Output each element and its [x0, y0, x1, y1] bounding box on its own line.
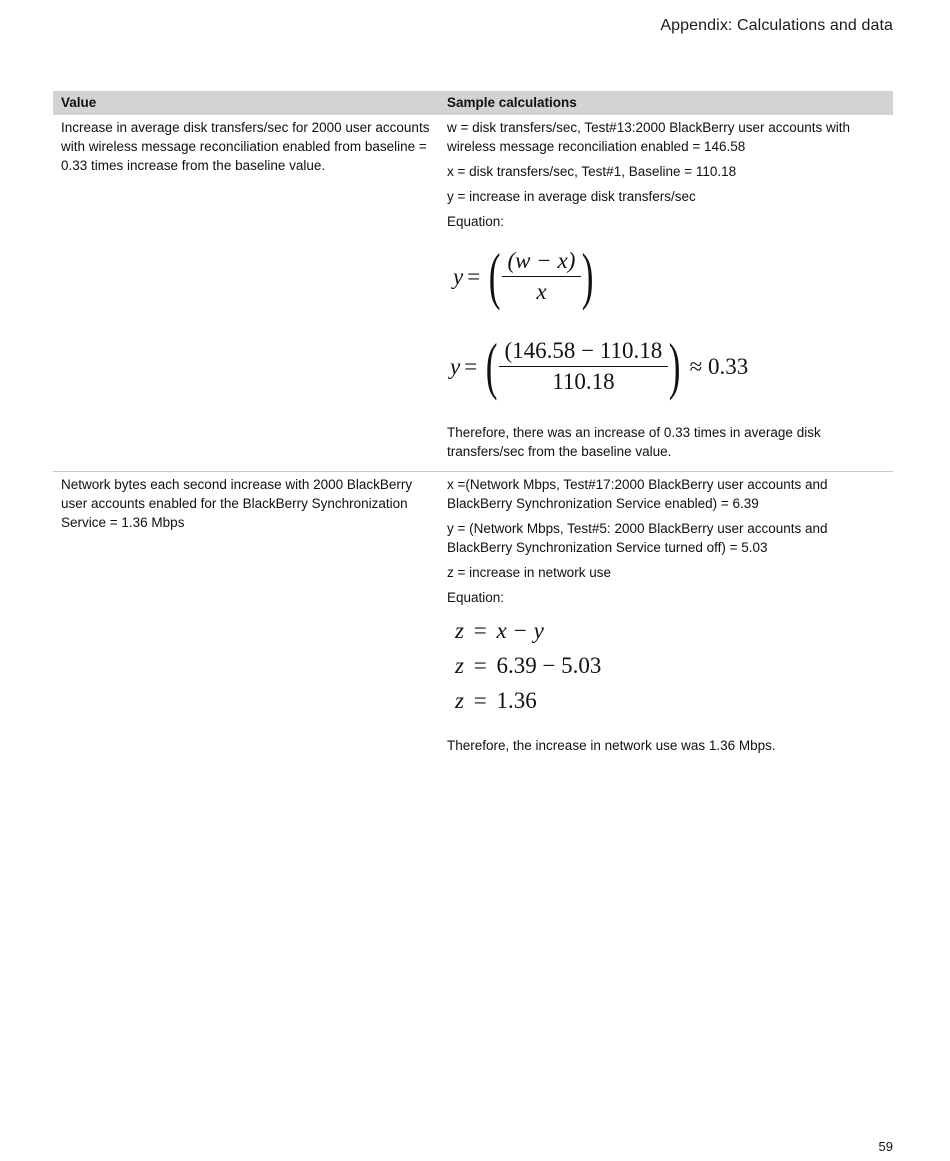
value-cell: [53, 472, 439, 766]
equation-lhs: z: [455, 653, 464, 678]
conclusion-text: Therefore, the increase in network use was 1.36 Mbps.: [447, 738, 776, 753]
calculation-cell: [439, 472, 893, 766]
equation-line: [455, 648, 885, 683]
equation-lhs: y: [450, 353, 461, 379]
calc-line: z = increase in network use: [447, 565, 611, 580]
column-header-sample-calculations: Sample calculations: [439, 91, 893, 115]
equation-label: Equation:: [447, 214, 505, 229]
column-header-value: Value: [53, 91, 439, 115]
calc-line: w = disk transfers/sec, Test#13:2000 BlackBerry user accounts with wireless message reconciliation enabled = 146.58: [447, 120, 851, 154]
equation-lhs: z: [455, 688, 464, 713]
equation-formula: [453, 240, 885, 311]
calc-line: y = (Network Mbps, Test#5: 2000 BlackBerry user accounts and BlackBerry Synchronization Service turned off) = 5.03: [447, 521, 828, 555]
calc-line: x =(Network Mbps, Test#17:2000 BlackBerry user accounts and BlackBerry Synchronization Service enabled) = 6.39: [447, 477, 828, 511]
denominator: x: [536, 278, 547, 304]
value-text: Increase in average disk transfers/sec for 2000 user accounts with wireless message reconciliation enabled from baseline = 0.33 times increase from the baseline value.: [61, 120, 430, 173]
equals-sign: =: [464, 353, 478, 379]
table-row: [53, 115, 893, 472]
equation-substituted: [450, 330, 885, 401]
equals-sign: =: [473, 618, 487, 643]
equation-line: [455, 613, 885, 648]
equation-rhs: x − y: [496, 618, 544, 643]
equation-line: [455, 683, 885, 718]
calculation-cell: [439, 115, 893, 472]
numerator: (146.58 − 110.18: [499, 338, 669, 367]
numerator: (w − x): [502, 248, 582, 277]
calc-line: x = disk transfers/sec, Test#1, Baseline = 110.18: [447, 164, 737, 179]
left-paren: (: [488, 240, 501, 311]
conclusion-text: Therefore, there was an increase of 0.33 times in average disk transfers/sec from the baseline value.: [447, 425, 821, 459]
right-paren: ): [669, 330, 681, 401]
equation-label: Equation:: [447, 590, 505, 605]
value-cell: [53, 115, 439, 472]
fraction: [502, 248, 582, 305]
value-text: Network bytes each second increase with 2000 BlackBerry user accounts enabled for the BlackBerry Synchronization Service = 1.36 Mbps: [61, 477, 413, 530]
table-header-row: [53, 91, 893, 115]
denominator: 110.18: [552, 368, 615, 394]
table-row: [53, 472, 893, 766]
equation-rhs: 1.36: [496, 688, 537, 713]
equation-lhs: y: [453, 263, 464, 289]
calc-line: y = increase in average disk transfers/sec: [447, 189, 696, 204]
right-paren: ): [582, 240, 594, 311]
running-header: Appendix: Calculations and data: [660, 17, 893, 34]
fraction: [499, 338, 669, 395]
equals-sign: =: [473, 688, 487, 713]
equation-rhs: 6.39 − 5.03: [496, 653, 602, 678]
calculations-table: [53, 91, 893, 765]
equation-lhs: z: [455, 618, 464, 643]
page-number: 59: [878, 1139, 893, 1154]
equals-sign: =: [467, 263, 481, 289]
approx-result: ≈ 0.33: [689, 353, 749, 379]
equals-sign: =: [473, 653, 487, 678]
equation-block: [455, 613, 885, 718]
left-paren: (: [485, 330, 498, 401]
